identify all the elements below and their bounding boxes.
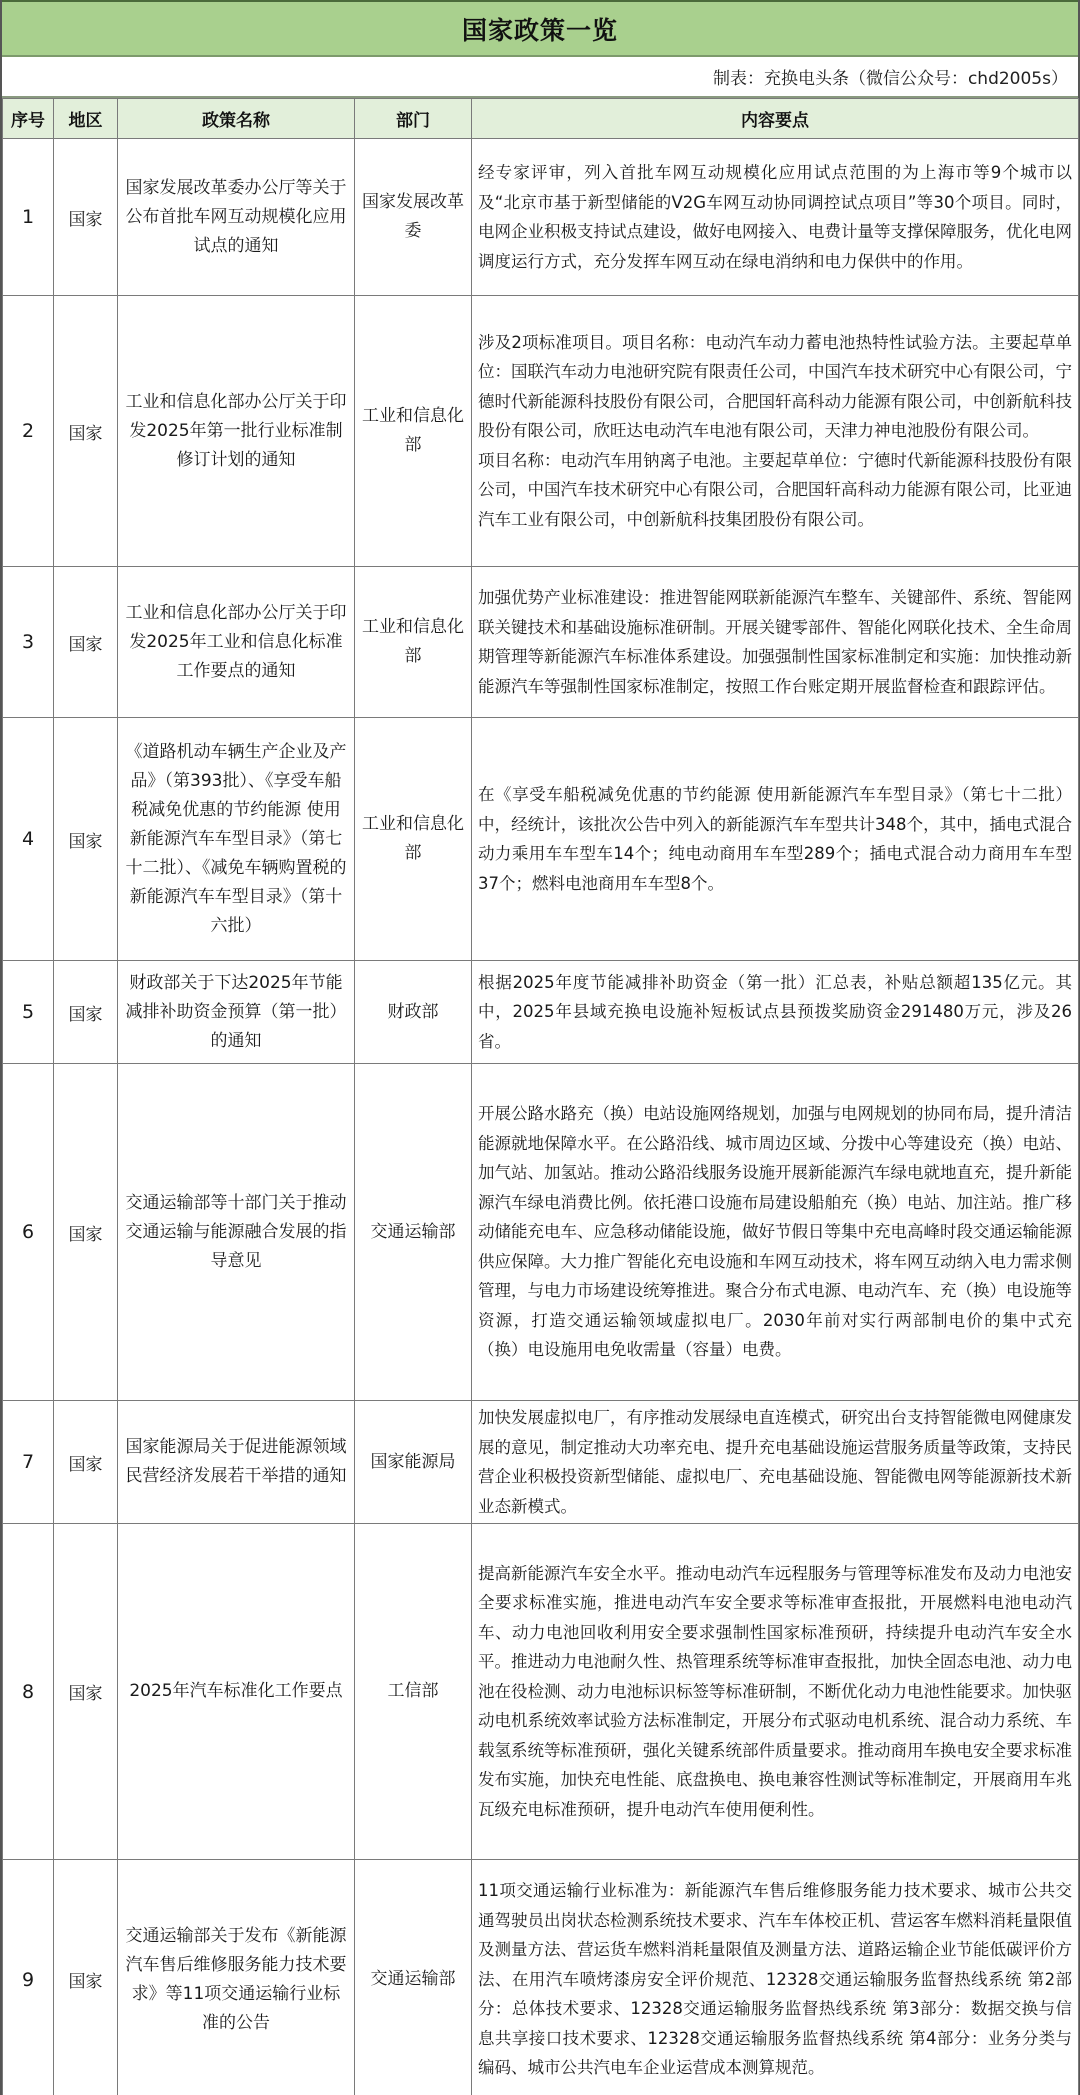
content-paragraph: 提高新能源汽车安全水平。推动电动汽车远程服务与管理等标准发布及动力电池安全要求标准实施，推进电动汽车安全要求等标准审查报批，开展燃料电池电动汽车、动力电池回收利用安全要求强制性国家标准预研，持续提升电动汽车安全水平。推进动力电池耐久性、热管理系统等标准审查报批，加快全固态电池、动力电池在役检测、动力电池标识标签等标准研制，不断优化动力电池性能要求。加快驱动电机系统效率试验方法标准制定，开展分布式驱动电机系统、混合动力系统、车载氢系统等标准预研，强化关键系统部件质量要求。推动商用车换电安全要求标准发布实施，加快充电性能、底盘换电、换电兼容性测试等标准制定，开展商用车兆瓦级充电标准预研，提升电动汽车使用便利性。 [478, 1563, 1072, 1819]
row-policy-name: 工业和信息化部办公厅关于印发2025年第一批行业标准制修订计划的通知 [118, 296, 355, 567]
row-content [472, 1064, 1079, 1401]
row-region: 国家 [54, 1064, 118, 1401]
table-header-row [3, 99, 1079, 139]
content-paragraph: 11项交通运输行业标准为：新能源汽车售后维修服务能力技术要求、城市公共交通驾驶员出岗状态检测系统技术要求、汽车车体校正机、营运客车燃料消耗量限值及测量方法、营运货车燃料消耗量限值及测量方法、道路运输企业节能低碳评价方法、在用汽车喷烤漆房安全评价规范、12328交通运输服务监督热线系统 第2部分：总体技术要求、12328交通运输服务监督热线系统 第3部分：数据交换与信息共享接口技术要求、12328交通运输服务监督热线系统 第4部分：业务分类与编码、城市公共汽电车企业运营成本测算规范。 [478, 1881, 1072, 2078]
row-num: 3 [3, 567, 54, 718]
row-content [472, 1860, 1079, 2095]
row-dept: 交通运输部 [355, 1860, 472, 2095]
header-num: 序号 [3, 99, 54, 139]
table-row [3, 1064, 1079, 1401]
row-region: 国家 [54, 1524, 118, 1860]
row-content [472, 961, 1079, 1064]
row-content [472, 567, 1079, 718]
content-paragraph: 项目名称：电动汽车用钠离子电池。主要起草单位：宁德时代新能源科技股份有限公司，中国汽车技术研究中心有限公司，合肥国轩高科动力能源有限公司，比亚迪汽车工业有限公司，中创新航科技集团股份有限公司。 [478, 450, 1072, 529]
table-row [3, 139, 1079, 296]
row-dept: 工信部 [355, 1524, 472, 1860]
credit-line [2, 57, 1078, 98]
credit-text: 制表：充换电头条（微信公众号：chd2005s） [712, 69, 1068, 89]
content-paragraph: 涉及2项标准项目。项目名称：电动汽车动力蓄电池热特性试验方法。主要起草单位：国联汽车动力电池研究院有限责任公司，中国汽车技术研究中心有限公司，宁德时代新能源科技股份有限公司，合肥国轩高科动力能源有限公司，中创新航科技股份有限公司，欣旺达电动汽车电池有限公司，天津力神电池股份有限公司。 [478, 332, 1072, 441]
row-region: 国家 [54, 567, 118, 718]
row-content [472, 296, 1079, 567]
row-content [472, 1401, 1079, 1524]
row-num: 5 [3, 961, 54, 1064]
row-policy-name: 《道路机动车辆生产企业及产品》（第393批）、《享受车船税减免优惠的节约能源 使用新能源汽车车型目录》（第七十二批）、《减免车辆购置税的新能源汽车车型目录》（第十六批） [118, 718, 355, 961]
row-region: 国家 [54, 1401, 118, 1524]
policy-table [2, 98, 1079, 2095]
row-dept: 工业和信息化部 [355, 296, 472, 567]
header-name: 政策名称 [118, 99, 355, 139]
row-policy-name: 2025年汽车标准化工作要点 [118, 1524, 355, 1860]
table-row [3, 718, 1079, 961]
row-region: 国家 [54, 1860, 118, 2095]
content-paragraph: 在《享受车船税减免优惠的节约能源 使用新能源汽车车型目录》（第七十二批）中，经统计，该批次公告中列入的新能源汽车车型共计348个，其中，插电式混合动力乘用车车型车14个；纯电动商用车车型289个；插电式混合动力商用车车型37个；燃料电池商用车车型8个。 [478, 785, 1072, 893]
header-content: 内容要点 [472, 99, 1079, 139]
row-dept: 财政部 [355, 961, 472, 1064]
table-row [3, 1860, 1079, 2095]
content-paragraph: 根据2025年度节能减排补助资金（第一批）汇总表，补贴总额超135亿元。其中，2025年县域充换电设施补短板试点县预拨奖励资金291480万元，涉及26省。 [478, 972, 1072, 1051]
row-policy-name: 交通运输部等十部门关于推动交通运输与能源融合发展的指导意见 [118, 1064, 355, 1401]
row-region: 国家 [54, 718, 118, 961]
header-region: 地区 [54, 99, 118, 139]
row-policy-name: 工业和信息化部办公厅关于印发2025年工业和信息化标准工作要点的通知 [118, 567, 355, 718]
row-dept: 交通运输部 [355, 1064, 472, 1401]
row-policy-name: 国家能源局关于促进能源领域民营经济发展若干举措的通知 [118, 1401, 355, 1524]
row-num: 2 [3, 296, 54, 567]
row-policy-name: 财政部关于下达2025年节能减排补助资金预算（第一批）的通知 [118, 961, 355, 1064]
row-num: 7 [3, 1401, 54, 1524]
header-dept: 部门 [355, 99, 472, 139]
row-region: 国家 [54, 139, 118, 296]
content-paragraph: 加强优势产业标准建设：推进智能网联新能源汽车整车、关键部件、系统、智能网联关键技术和基础设施标准研制。开展关键零部件、智能化网联化技术、全生命周期管理等新能源汽车标准体系建设。加强强制性国家标准制定和实施：加快推动新能源汽车等强制性国家标准制定，按照工作台账定期开展监督检查和跟踪评估。 [478, 588, 1072, 696]
content-paragraph: 经专家评审，列入首批车网互动规模化应用试点范围的为上海市等9个城市以及“北京市基于新型储能的V2G车网互动协同调控试点项目”等30个项目。同时，电网企业积极支持试点建设，做好电网接入、电费计量等支撑保障服务，优化电网调度运行方式，充分发挥车网互动在绿电消纳和电力保供中的作用。 [478, 163, 1072, 271]
row-content [472, 1524, 1079, 1860]
table-row [3, 296, 1079, 567]
row-region: 国家 [54, 961, 118, 1064]
row-dept: 国家发展改革委 [355, 139, 472, 296]
row-num: 4 [3, 718, 54, 961]
table-row [3, 961, 1079, 1064]
table-row [3, 567, 1079, 718]
row-dept: 工业和信息化部 [355, 718, 472, 961]
row-num: 9 [3, 1860, 54, 2095]
row-num: 6 [3, 1064, 54, 1401]
row-dept: 工业和信息化部 [355, 567, 472, 718]
row-content [472, 718, 1079, 961]
row-num: 8 [3, 1524, 54, 1860]
row-policy-name: 交通运输部关于发布《新能源汽车售后维修服务能力技术要求》等11项交通运输行业标准的公告 [118, 1860, 355, 2095]
table-row [3, 1401, 1079, 1524]
sheet-title: 国家政策一览 [2, 0, 1078, 57]
row-dept: 国家能源局 [355, 1401, 472, 1524]
row-policy-name: 国家发展改革委办公厅等关于公布首批车网互动规模化应用试点的通知 [118, 139, 355, 296]
content-paragraph: 加快发展虚拟电厂，有序推动发展绿电直连模式，研究出台支持智能微电网健康发展的意见，制定推动大功率充电、提升充电基础设施运营服务质量等政策，支持民营企业积极投资新型储能、虚拟电厂、充电基础设施、智能微电网等能源新技术新业态新模式。 [478, 1408, 1072, 1516]
table-row [3, 1524, 1079, 1860]
row-num: 1 [3, 139, 54, 296]
row-content [472, 139, 1079, 296]
content-paragraph: 开展公路水路充（换）电站设施网络规划，加强与电网规划的协同布局，提升清洁能源就地保障水平。在公路沿线、城市周边区域、分拨中心等建设充（换）电站、加气站、加氢站。推动公路沿线服务设施开展新能源汽车绿电就地直充，提升新能源汽车绿电消费比例。依托港口设施布局建设船舶充（换）电站、加注站。推广移动储能充电车、应急移动储能设施，做好节假日等集中充电高峰时段交通运输能源供应保障。大力推广智能化充电设施和车网互动技术，将车网互动纳入电力需求侧管理，与电力市场建设统筹推进。聚合分布式电源、电动汽车、充（换）电设施等资源，打造交通运输领域虚拟电厂。2030年前对实行两部制电价的集中式充（换）电设施用电免收需量（容量）电费。 [478, 1104, 1072, 1360]
row-region: 国家 [54, 296, 118, 567]
